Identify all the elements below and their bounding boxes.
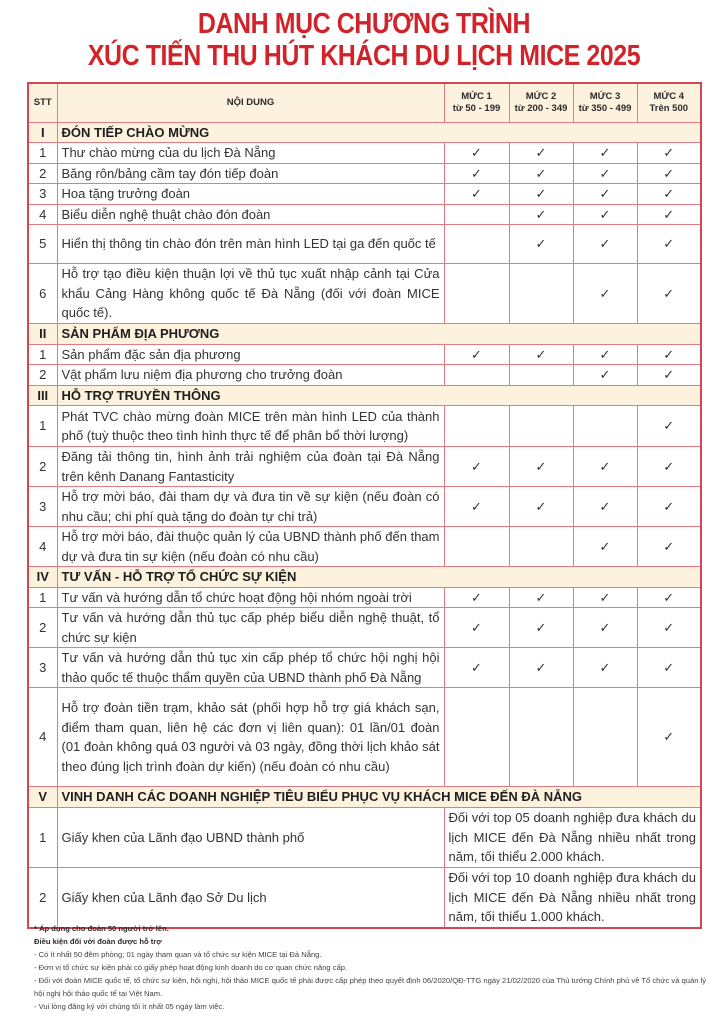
row-number: 4 <box>28 527 57 567</box>
level-1-cell <box>444 406 509 447</box>
level-1-cell <box>444 487 509 527</box>
level-2-cell <box>509 344 573 365</box>
level-2-cell <box>509 365 573 386</box>
level-3-cell <box>573 344 637 365</box>
level-2-cell <box>509 587 573 608</box>
row-number: 6 <box>28 264 57 324</box>
level-1-cell <box>444 204 509 225</box>
page-title <box>51 8 677 72</box>
level-3-cell <box>573 587 637 608</box>
table-row <box>28 648 701 688</box>
level-3-cell <box>573 225 637 264</box>
section-number: IV <box>28 567 57 588</box>
check-icon: ✓ <box>471 186 482 201</box>
check-icon: ✓ <box>535 589 547 605</box>
check-icon: ✓ <box>599 589 611 605</box>
level-2-cell <box>509 608 573 648</box>
check-icon: ✓ <box>471 619 482 635</box>
check-icon: ✓ <box>663 236 675 252</box>
level-1-cell <box>444 365 509 386</box>
table-row <box>28 808 701 868</box>
level-4-cell <box>637 204 701 225</box>
footnotes <box>34 922 714 1013</box>
level-1-cell <box>444 344 509 365</box>
level-4-cell <box>637 406 701 447</box>
section-row <box>28 122 701 143</box>
row-number: 4 <box>28 204 57 225</box>
level-1-cell <box>444 688 509 787</box>
check-icon: ✓ <box>599 659 611 675</box>
level-4-cell <box>637 487 701 527</box>
row-number: 2 <box>28 447 57 487</box>
check-icon: ✓ <box>663 729 675 745</box>
footnote-applies: * Áp dụng cho đoàn 50 người trở lên. <box>34 924 169 933</box>
level-1-cell <box>444 608 509 648</box>
level-label: MỨC 4 <box>653 90 685 102</box>
level-1-cell <box>444 447 509 487</box>
row-content: Hoa tặng trưởng đoàn <box>57 184 444 205</box>
table-row <box>28 143 701 164</box>
title-line-1: DANH MỤC CHƯƠNG TRÌNH <box>197 8 531 40</box>
level-2-cell <box>509 527 573 567</box>
check-icon: ✓ <box>535 186 547 201</box>
level-3-cell <box>573 365 637 386</box>
row-number: 2 <box>28 608 57 648</box>
section-title: SẢN PHẨM ĐỊA PHƯƠNG <box>57 324 701 345</box>
check-icon: ✓ <box>599 145 611 160</box>
check-icon: ✓ <box>599 346 611 362</box>
check-icon: ✓ <box>535 236 547 252</box>
level-1-cell <box>444 184 509 205</box>
check-icon: ✓ <box>599 367 611 382</box>
level-3-cell <box>573 184 637 205</box>
header-level-2 <box>509 83 573 122</box>
section-row <box>28 787 701 808</box>
level-4-cell <box>637 344 701 365</box>
level-1-cell <box>444 587 509 608</box>
level-2-cell <box>509 143 573 164</box>
row-content: Sản phẩm đặc sản địa phương <box>57 344 444 365</box>
level-1-cell <box>444 143 509 164</box>
check-icon: ✓ <box>535 458 547 474</box>
level-2-cell <box>509 264 573 324</box>
check-icon: ✓ <box>599 236 611 252</box>
section-number: III <box>28 385 57 406</box>
row-content: Giấy khen của Lãnh đạo Sở Du lịch <box>57 867 444 928</box>
level-3-cell <box>573 264 637 324</box>
level-3-cell <box>573 648 637 688</box>
table-row <box>28 225 701 264</box>
row-number: 3 <box>28 648 57 688</box>
footnote-item: - Có ít nhất 50 đêm phòng; 01 ngày tham quan và tổ chức sự kiện MICE tại Đà Nẵng. <box>34 950 322 959</box>
check-icon: ✓ <box>471 498 482 514</box>
check-icon: ✓ <box>663 458 675 474</box>
check-icon: ✓ <box>599 206 611 222</box>
row-number: 3 <box>28 487 57 527</box>
level-2-cell <box>509 204 573 225</box>
level-range: từ 350 - 499 <box>578 102 632 114</box>
level-2-cell <box>509 184 573 205</box>
header-stt: STT <box>28 83 57 122</box>
row-content: Hỗ trợ mời báo, đài tham dự và đưa tin về sự kiện (nếu đoàn có nhu cầu; chi phí quà tặng do đoàn tự chi trả) <box>57 487 444 527</box>
check-icon: ✓ <box>535 346 547 362</box>
check-icon: ✓ <box>535 619 547 635</box>
table-row <box>28 264 701 324</box>
check-icon: ✓ <box>471 589 482 605</box>
level-2-cell <box>509 487 573 527</box>
check-icon: ✓ <box>663 346 675 362</box>
check-icon: ✓ <box>663 165 675 181</box>
level-1-cell <box>444 648 509 688</box>
check-icon: ✓ <box>663 206 675 222</box>
level-4-cell <box>637 143 701 164</box>
level-4-cell <box>637 527 701 567</box>
footnote-conditions-title: Điều kiện đối với đoàn được hỗ trợ <box>34 937 162 946</box>
check-icon: ✓ <box>599 538 611 554</box>
level-1-cell <box>444 163 509 184</box>
check-icon: ✓ <box>663 538 675 554</box>
row-content: Đăng tải thông tin, hình ảnh trải nghiệm của đoàn tại Đà Nẵng trên kênh Danang Fantasticity <box>57 447 444 487</box>
table-row <box>28 344 701 365</box>
check-icon: ✓ <box>471 346 482 362</box>
check-icon: ✓ <box>471 145 482 160</box>
level-3-cell <box>573 204 637 225</box>
row-number: 1 <box>28 406 57 447</box>
section-row <box>28 385 701 406</box>
row-number: 2 <box>28 365 57 386</box>
table-row <box>28 688 701 787</box>
header-level-4 <box>637 83 701 122</box>
row-content: Thư chào mừng của du lịch Đà Nẵng <box>57 143 444 164</box>
section-row <box>28 567 701 588</box>
row-number: 2 <box>28 163 57 184</box>
row-content: Tư vấn và hướng dẫn tổ chức hoạt động hội nhóm ngoài trời <box>57 587 444 608</box>
row-content: Hiển thị thông tin chào đón trên màn hình LED tại ga đến quốc tế <box>57 225 444 264</box>
check-icon: ✓ <box>535 206 547 222</box>
level-3-cell <box>573 406 637 447</box>
table-row <box>28 608 701 648</box>
title-line-2: XÚC TIẾN THU HÚT KHÁCH DU LỊCH MICE 2025 <box>87 40 641 72</box>
level-3-cell <box>573 447 637 487</box>
level-range: Trên 500 <box>649 102 689 114</box>
table-body <box>28 122 701 928</box>
level-1-cell <box>444 264 509 324</box>
level-range: từ 50 - 199 <box>452 102 501 114</box>
row-content: Tư vấn và hướng dẫn thủ tục cấp phép biểu diễn nghệ thuật, tổ chức sự kiện <box>57 608 444 648</box>
row-condition-note: Đối với top 05 doanh nghiệp đưa khách du lịch MICE đến Đà Nẵng nhiều nhất trong năm, tối thiểu 2.000 khách. <box>444 808 701 868</box>
level-3-cell <box>573 688 637 787</box>
row-number: 1 <box>28 808 57 868</box>
footnote-item: - Đối với đoàn MICE quốc tế, tổ chức sự kiện, hội nghị, hội thảo MICE quốc tế phải được cấp phép theo quyết định 06/2020/QĐ-TTG ngày 21/02/2020 của Thủ tướng Chính phủ về Tổ chức và quản lý hội nghị hội thảo quốc tế tại Việt Nam. <box>34 976 707 998</box>
level-4-cell <box>637 163 701 184</box>
level-1-cell <box>444 225 509 264</box>
table-header-row <box>28 83 701 122</box>
table-row <box>28 163 701 184</box>
level-4-cell <box>637 264 701 324</box>
check-icon: ✓ <box>599 458 611 474</box>
level-3-cell <box>573 608 637 648</box>
level-range: từ 200 - 349 <box>514 102 568 114</box>
header-content: NỘI DUNG <box>57 83 444 122</box>
row-number: 4 <box>28 688 57 787</box>
row-number: 2 <box>28 867 57 928</box>
header-level-1 <box>444 83 509 122</box>
level-4-cell <box>637 225 701 264</box>
section-row <box>28 324 701 345</box>
check-icon: ✓ <box>471 659 482 675</box>
level-4-cell <box>637 587 701 608</box>
check-icon: ✓ <box>535 498 547 514</box>
level-4-cell <box>637 365 701 386</box>
row-content: Hỗ trợ đoàn tiền trạm, khảo sát (phối hợp hỗ trợ giá khách sạn, điểm tham quan, liên hệ các đơn vị liên quan): 01 lần/01 đoàn (01 đoàn không quá 03 người và 03 ngày, đồng thời lịch khảo sát theo đúng lịch trình đoàn dự kiến) (nếu đoàn có nhu cầu) <box>57 688 444 787</box>
row-content: Vật phẩm lưu niệm địa phương cho trưởng đoàn <box>57 365 444 386</box>
level-3-cell <box>573 527 637 567</box>
table-row <box>28 487 701 527</box>
check-icon: ✓ <box>599 285 611 301</box>
check-icon: ✓ <box>471 458 482 474</box>
row-content: Tư vấn và hướng dẫn thủ tục xin cấp phép tổ chức hội nghị hội thảo quốc tế thuộc thẩm quyền của UBND thành phố Đà Nẵng <box>57 648 444 688</box>
check-icon: ✓ <box>599 619 611 635</box>
level-2-cell <box>509 163 573 184</box>
check-icon: ✓ <box>535 145 547 160</box>
check-icon: ✓ <box>663 145 675 160</box>
table-row <box>28 867 701 928</box>
check-icon: ✓ <box>663 367 675 382</box>
table-row <box>28 204 701 225</box>
level-4-cell <box>637 184 701 205</box>
check-icon: ✓ <box>599 498 611 514</box>
row-content: Phát TVC chào mừng đoàn MICE trên màn hình LED của thành phố (tuỳ thuộc theo tình hình thực tế để phân bổ thời lượng) <box>57 406 444 447</box>
level-4-cell <box>637 608 701 648</box>
level-3-cell <box>573 487 637 527</box>
check-icon: ✓ <box>535 165 547 181</box>
table-row <box>28 587 701 608</box>
section-number: II <box>28 324 57 345</box>
check-icon: ✓ <box>599 186 611 201</box>
level-4-cell <box>637 688 701 787</box>
level-2-cell <box>509 688 573 787</box>
level-1-cell <box>444 527 509 567</box>
level-4-cell <box>637 648 701 688</box>
level-2-cell <box>509 406 573 447</box>
section-title: ĐÓN TIẾP CHÀO MỪNG <box>57 122 701 143</box>
table-row <box>28 447 701 487</box>
level-4-cell <box>637 447 701 487</box>
check-icon: ✓ <box>663 589 675 605</box>
table-row <box>28 184 701 205</box>
row-content: Hỗ trợ tạo điều kiện thuận lợi về thủ tục xuất nhập cảnh tại Cửa khẩu Cảng Hàng không quốc tế Đà Nẵng (đối với đoàn MICE quốc tế). <box>57 264 444 324</box>
level-label: MỨC 1 <box>461 90 492 102</box>
section-number: I <box>28 122 57 143</box>
level-3-cell <box>573 163 637 184</box>
check-icon: ✓ <box>663 285 675 301</box>
row-content: Băng rôn/bảng cầm tay đón tiếp đoàn <box>57 163 444 184</box>
table-row <box>28 406 701 447</box>
level-3-cell <box>573 143 637 164</box>
level-label: MỨC 3 <box>589 90 621 102</box>
row-content: Hỗ trợ mời báo, đài thuộc quản lý của UBND thành phố đến tham dự và đưa tin sự kiện (nếu đoàn có nhu cầu) <box>57 527 444 567</box>
check-icon: ✓ <box>663 418 675 434</box>
section-title: VINH DANH CÁC DOANH NGHIỆP TIÊU BIỂU PHỤC VỤ KHÁCH MICE ĐẾN ĐÀ NẴNG <box>57 787 701 808</box>
row-number: 1 <box>28 587 57 608</box>
footnote-item: - Vui lòng đăng ký với chúng tôi ít nhất 05 ngày làm việc. <box>34 1002 225 1011</box>
check-icon: ✓ <box>663 619 675 635</box>
level-label: MỨC 2 <box>525 90 557 102</box>
check-icon: ✓ <box>471 165 482 181</box>
row-number: 1 <box>28 143 57 164</box>
check-icon: ✓ <box>663 659 675 675</box>
level-2-cell <box>509 648 573 688</box>
row-content: Biểu diễn nghệ thuật chào đón đoàn <box>57 204 444 225</box>
row-number: 1 <box>28 344 57 365</box>
check-icon: ✓ <box>535 659 547 675</box>
table-row <box>28 365 701 386</box>
check-icon: ✓ <box>599 165 611 181</box>
row-number: 3 <box>28 184 57 205</box>
check-icon: ✓ <box>663 186 675 201</box>
level-2-cell <box>509 447 573 487</box>
footnote-item: - Đơn vị tổ chức sự kiện phải có giấy phép hoạt động kinh doanh do cơ quan chức năng cấp. <box>34 963 348 972</box>
program-table <box>27 82 702 929</box>
level-2-cell <box>509 225 573 264</box>
table-row <box>28 527 701 567</box>
check-icon: ✓ <box>663 498 675 514</box>
section-title: TƯ VẤN - HỖ TRỢ TỔ CHỨC SỰ KIỆN <box>57 567 701 588</box>
row-condition-note: Đối với top 10 doanh nghiệp đưa khách du lịch MICE đến Đà Nẵng nhiều nhất trong năm, tối thiểu 1.000 khách. <box>444 867 701 928</box>
row-number: 5 <box>28 225 57 264</box>
section-number: V <box>28 787 57 808</box>
section-title: HỖ TRỢ TRUYỀN THÔNG <box>57 385 701 406</box>
header-level-3 <box>573 83 637 122</box>
row-content: Giấy khen của Lãnh đạo UBND thành phố <box>57 808 444 868</box>
